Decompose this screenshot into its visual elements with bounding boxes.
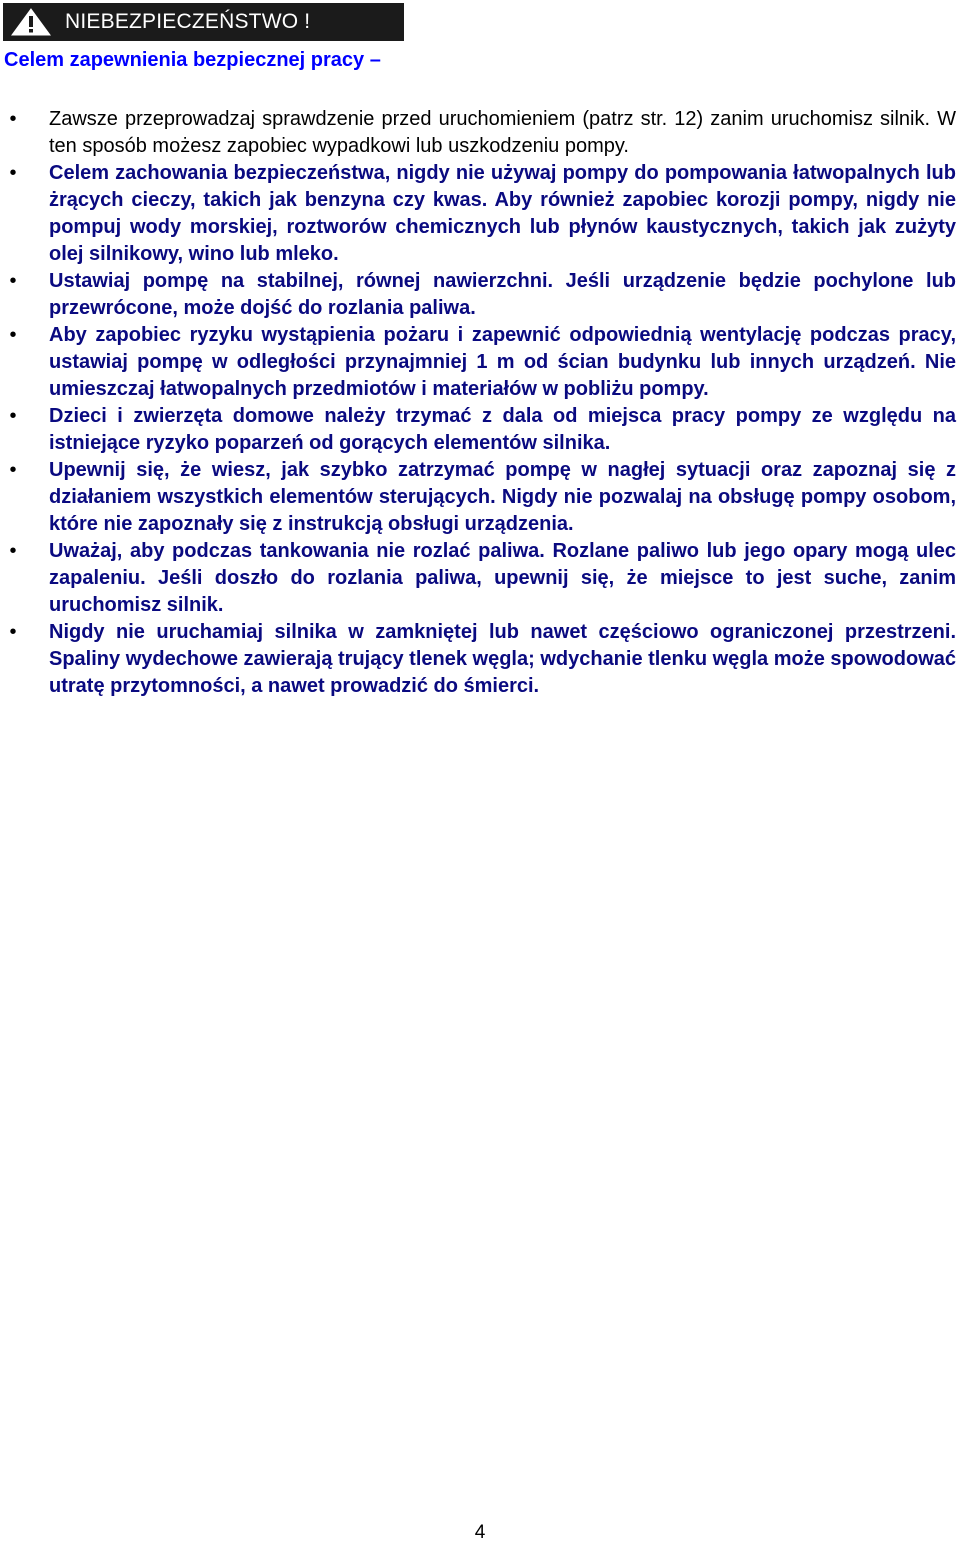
- list-item: [0, 538, 960, 619]
- item-text-bold: Ustawiaj pompę na stabilnej, równej nawierzchni. Jeśli urządzenie będzie pochylone lub przewrócone, może dojść do rozlania paliwa.: [49, 270, 956, 319]
- safety-list: [0, 106, 960, 700]
- item-text-bold: Nigdy nie uruchamiaj silnika w zamkniętej lub nawet częściowo ograniczonej przestrzeni. Spaliny wydechowe zawierają trujący tlenek węgla; wdychanie tlenku węgla może spowodować utratę przytomności, a nawet prowadzić do śmierci.: [49, 621, 956, 697]
- bullet-icon: •: [9, 324, 17, 346]
- bullet-icon: •: [9, 405, 17, 427]
- bullet-icon: •: [9, 621, 17, 643]
- bullet-icon: •: [9, 540, 17, 562]
- item-text-bold: Dzieci i zwierzęta domowe należy trzymać z dala od miejsca pracy pompy ze względu na istniejące ryzyko poparzeń od gorących elementów silnika.: [49, 405, 956, 454]
- bullet-icon: •: [9, 108, 17, 130]
- list-item: [0, 268, 960, 322]
- item-text-bold: Upewnij się, że wiesz, jak szybko zatrzymać pompę w nagłej sytuacji oraz zapoznaj się z działaniem wszystkich elementów sterujących. Nigdy nie pozwalaj na obsługę pompy osobom, które nie zapoznały się z instrukcją obsługi urządzenia.: [49, 459, 956, 535]
- item-text-plain: Zawsze przeprowadzaj sprawdzenie przed uruchomieniem (patrz str. 12) zanim uruchomisz silnik. W ten sposób możesz zapobiec wypadkowi lub uszkodzeniu pompy.: [49, 108, 956, 157]
- warning-banner: [3, 3, 404, 41]
- section-subtitle: Celem zapewnienia bezpiecznej pracy –: [4, 49, 381, 71]
- item-text-bold: Aby zapobiec ryzyku wystąpienia pożaru i zapewnić odpowiednią wentylację podczas pracy, ustawiaj pompę w odległości przynajmniej 1 m od ścian budynku lub innych urządzeń. Nie umieszczaj łatwopalnych przedmiotów i materiałów w pobliżu pompy.: [49, 324, 956, 400]
- page-number: 4: [474, 1522, 486, 1543]
- list-item: [0, 322, 960, 403]
- list-item: [0, 403, 960, 457]
- list-item: [0, 457, 960, 538]
- bullet-icon: •: [9, 459, 17, 481]
- list-item: [0, 160, 960, 268]
- warning-title: NIEBEZPIECZEŃSTWO !: [65, 10, 311, 33]
- bullet-icon: •: [9, 270, 17, 292]
- list-item: [0, 619, 960, 700]
- list-item: [0, 106, 960, 160]
- item-text-bold: Celem zachowania bezpieczeństwa, nigdy nie używaj pompy do pompowania łatwopalnych lub żrących cieczy, takich jak benzyna czy kwas. Aby również zapobiec korozji pompy, nigdy nie pompuj wody morskiej, roztworów chemicznych lub płynów kaustycznych, takich jak zużyty olej silnikowy, wino lub mleko.: [49, 162, 956, 265]
- warning-triangle-icon: [9, 7, 53, 37]
- item-text-bold: Uważaj, aby podczas tankowania nie rozlać paliwa. Rozlane paliwo lub jego opary mogą ulec zapaleniu. Jeśli doszło do rozlania paliwa, upewnij się, że miejsce to jest suche, zanim uruchomisz silnik.: [49, 540, 956, 616]
- bullet-icon: •: [9, 162, 17, 184]
